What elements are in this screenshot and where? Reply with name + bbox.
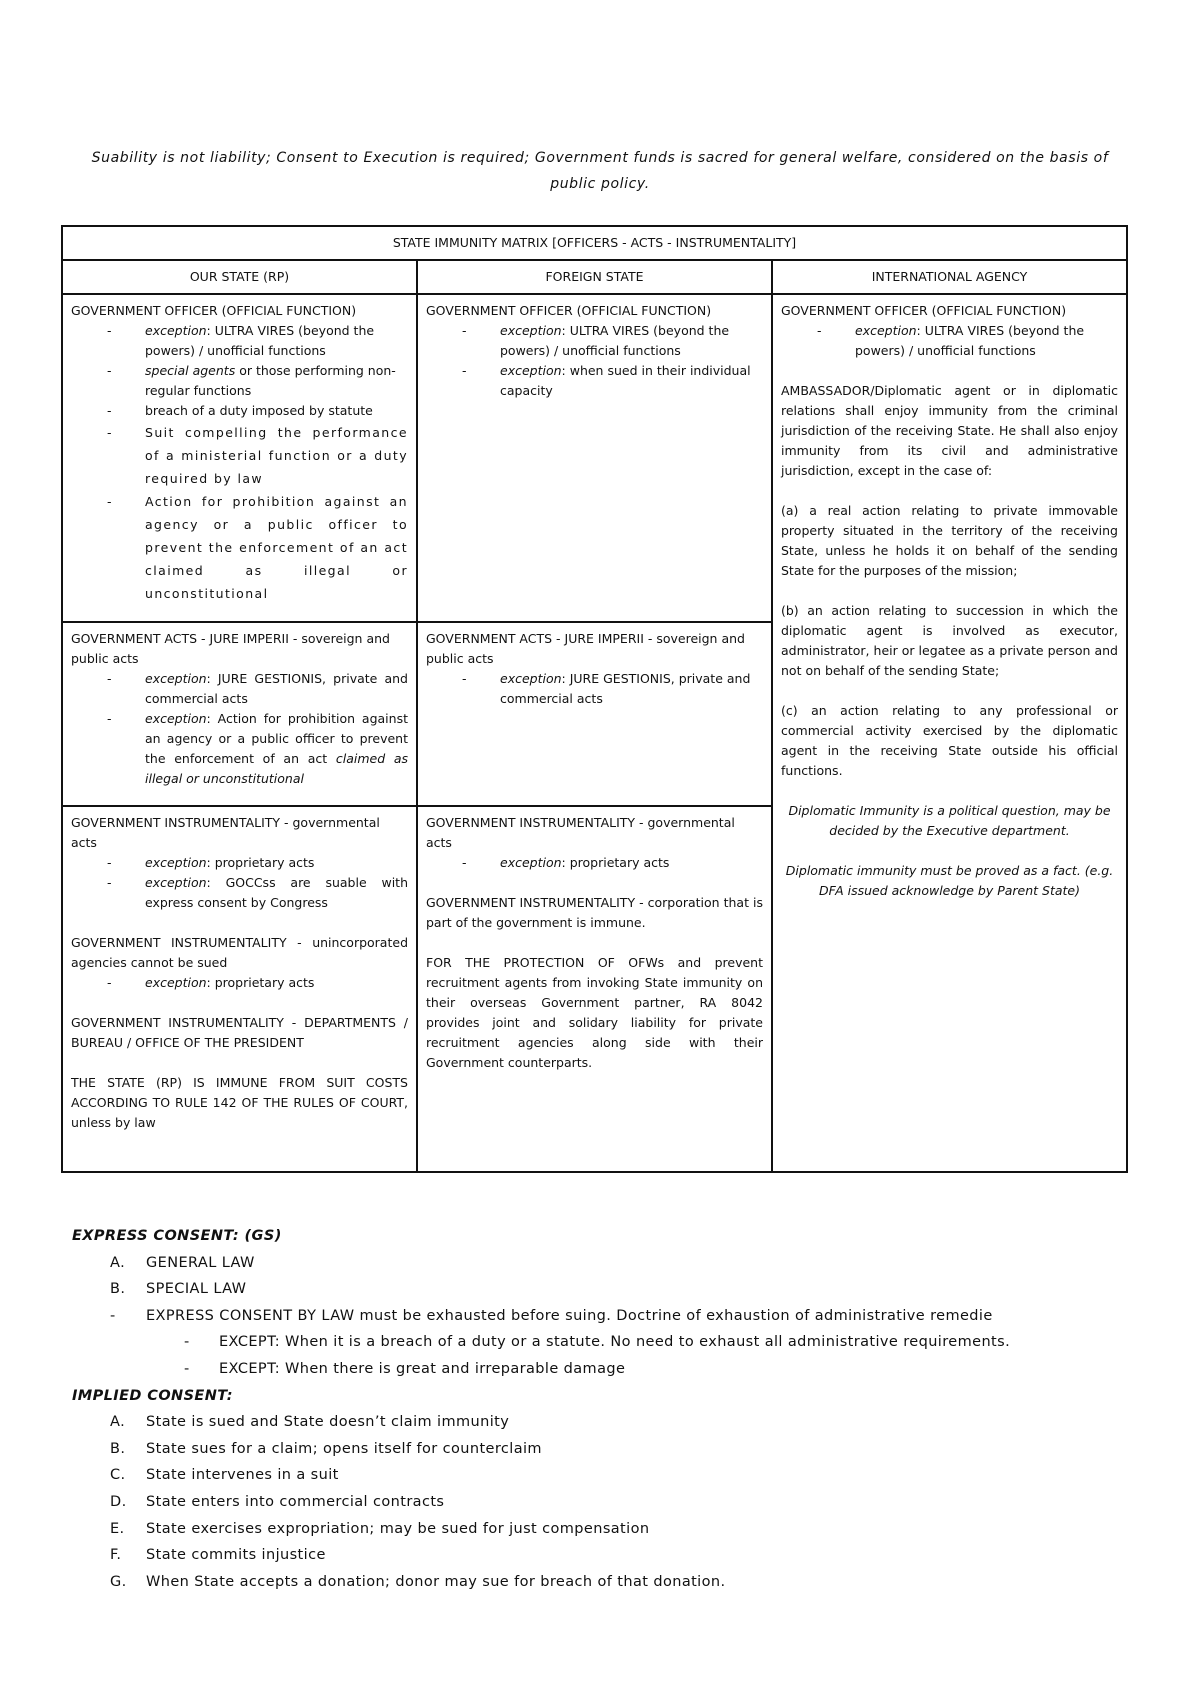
list-item: - exception: proprietary acts: [71, 853, 408, 873]
cell-foreign-government-officer: [417, 294, 772, 622]
proved-as-fact-note: Diplomatic immunity must be proved as a fact. (e.g. DFA issued acknowledge by Parent State): [785, 863, 1114, 898]
exception-list: [71, 669, 408, 789]
exception-a: (a) a real action relating to private immovable property situated in the territory of the receiving State, unless he holds it on behalf of the sending State for the purposes of the mission;: [781, 503, 1118, 578]
exception-list: [426, 669, 763, 709]
list-item: C. State intervenes in a suit: [110, 1467, 339, 1484]
intro-line-1: Suability is not liability; Consent to Execution is required; Government funds is sacred for general welfare, considered on the basis of: [91, 150, 1109, 166]
list-item: B. SPECIAL LAW: [110, 1281, 247, 1298]
exception-b: (b) an action relating to succession in which the diplomatic agent is involved as executor, administrator, heir or legatee as a private person and not on behalf of the sending State;: [781, 603, 1118, 678]
exception-list: [71, 321, 408, 605]
list-item: F. State commits injustice: [110, 1547, 326, 1564]
exception-list: [426, 321, 763, 401]
suit-costs-rule: THE STATE (RP) IS IMMUNE FROM SUIT COSTS ACCORDING TO RULE 142 OF THE RULES OF COURT, unless by law: [71, 1075, 408, 1130]
column-header-our-state: OUR STATE (RP): [62, 260, 417, 294]
cell-heading: GOVERNMENT OFFICER (OFFICIAL FUNCTION): [781, 303, 1067, 318]
exception-list: [71, 853, 408, 913]
cell-heading: GOVERNMENT INSTRUMENTALITY - governmental acts: [71, 815, 380, 850]
list-item: D. State enters into commercial contracts: [110, 1493, 445, 1510]
cell-rp-government-instrumentality: [62, 806, 417, 1172]
column-header-international-agency: INTERNATIONAL AGENCY: [772, 260, 1127, 294]
list-item: A. State is sued and State doesn’t claim immunity: [110, 1414, 510, 1431]
list-item: - exception: ULTRA VIRES (beyond the powers) / unofficial functions: [781, 321, 1118, 361]
unincorporated-agencies: GOVERNMENT INSTRUMENTALITY - unincorporated agencies cannot be sued: [71, 935, 408, 970]
list-item: - Suit compelling the performance of a ministerial function or a duty required by law: [71, 421, 408, 490]
list-item: E. State exercises expropriation; may be sued for just compensation: [110, 1520, 650, 1537]
state-immunity-matrix: [61, 225, 1128, 1173]
exception-c: (c) an action relating to any professional or commercial activity exercised by the diplomatic agent in the receiving State outside his official functions.: [781, 703, 1118, 778]
cell-heading: GOVERNMENT ACTS - JURE IMPERII - sovereign and public acts: [71, 631, 390, 666]
cell-foreign-government-instrumentality: [417, 806, 772, 1172]
list-item: - EXPRESS CONSENT BY LAW must be exhausted before suing. Doctrine of exhaustion of administrative remedie: [110, 1307, 993, 1324]
exception-list: [71, 973, 408, 993]
list-item: A. GENERAL LAW: [110, 1254, 255, 1271]
list-item: - Action for prohibition against an agency or a public officer to prevent the enforcement of an act claimed as illegal or unconstitutional: [71, 490, 408, 605]
matrix-title: STATE IMMUNITY MATRIX [OFFICERS - ACTS - INSTRUMENTALITY]: [62, 226, 1127, 260]
exception-list: [426, 853, 763, 873]
cell-rp-government-acts: [62, 622, 417, 806]
cell-heading: GOVERNMENT INSTRUMENTALITY - governmental acts: [426, 815, 735, 850]
list-item: - special agents or those performing non-regular functions: [71, 361, 408, 401]
departments-bureau-office: GOVERNMENT INSTRUMENTALITY - DEPARTMENTS / BUREAU / OFFICE OF THE PRESIDENT: [71, 1015, 408, 1050]
list-item: - exception: JURE GESTIONIS, private and commercial acts: [426, 669, 763, 709]
cell-heading: GOVERNMENT OFFICER (OFFICIAL FUNCTION): [426, 303, 712, 318]
list-item: - breach of a duty imposed by statute: [71, 401, 408, 421]
list-item: - exception: proprietary acts: [426, 853, 763, 873]
list-item: - EXCEPT: When there is great and irreparable damage: [184, 1360, 626, 1377]
cell-rp-government-officer: [62, 294, 417, 622]
column-header-foreign-state: FOREIGN STATE: [417, 260, 772, 294]
ofw-protection: FOR THE PROTECTION OF OFWs and prevent recruitment agents from invoking State immunity on their overseas Government partner, RA 8042 provides joint and solidary liability for private recruitment agencies along side with their Government counterparts.: [426, 955, 763, 1070]
cell-heading: GOVERNMENT OFFICER (OFFICIAL FUNCTION): [71, 303, 357, 318]
exception-list: [781, 321, 1118, 361]
implied-consent-heading: IMPLIED CONSENT:: [72, 1387, 233, 1404]
list-item: - exception: Action for prohibition against an agency or a public officer to prevent the enforcement of an act claimed as illegal or unconstitutional: [71, 709, 408, 789]
cell-foreign-government-acts: [417, 622, 772, 806]
list-item: - EXCEPT: When it is a breach of a duty or a statute. No need to exhaust all administrative requirements.: [184, 1334, 1011, 1351]
list-item: - exception: proprietary acts: [71, 973, 408, 993]
cell-international-agency: [772, 294, 1127, 1172]
ambassador-paragraph: AMBASSADOR/Diplomatic agent or in diplomatic relations shall enjoy immunity from the criminal jurisdiction of the receiving State. He shall also enjoy immunity from its civil and administrative jurisdiction, except in the case of:: [781, 383, 1118, 478]
consent-section: [72, 1223, 1132, 1595]
intro-statement: [80, 145, 1120, 197]
intro-line-2: public policy.: [550, 176, 650, 192]
list-item: - exception: GOCCss are suable with express consent by Congress: [71, 873, 408, 913]
list-item: - exception: ULTRA VIRES (beyond the powers) / unofficial functions: [71, 321, 408, 361]
corporation-immune: GOVERNMENT INSTRUMENTALITY - corporation that is part of the government is immune.: [426, 895, 763, 930]
list-item: B. State sues for a claim; opens itself for counterclaim: [110, 1440, 542, 1457]
express-consent-heading: EXPRESS CONSENT: (GS): [72, 1228, 282, 1244]
list-item: - exception: when sued in their individual capacity: [426, 361, 763, 401]
political-question-note: Diplomatic Immunity is a political question, may be decided by the Executive department.: [788, 803, 1111, 838]
list-item: - exception: JURE GESTIONIS, private and commercial acts: [71, 669, 408, 709]
list-item: - exception: ULTRA VIRES (beyond the powers) / unofficial functions: [426, 321, 763, 361]
list-item: G. When State accepts a donation; donor may sue for breach of that donation.: [110, 1573, 726, 1590]
cell-heading: GOVERNMENT ACTS - JURE IMPERII - sovereign and public acts: [426, 631, 745, 666]
